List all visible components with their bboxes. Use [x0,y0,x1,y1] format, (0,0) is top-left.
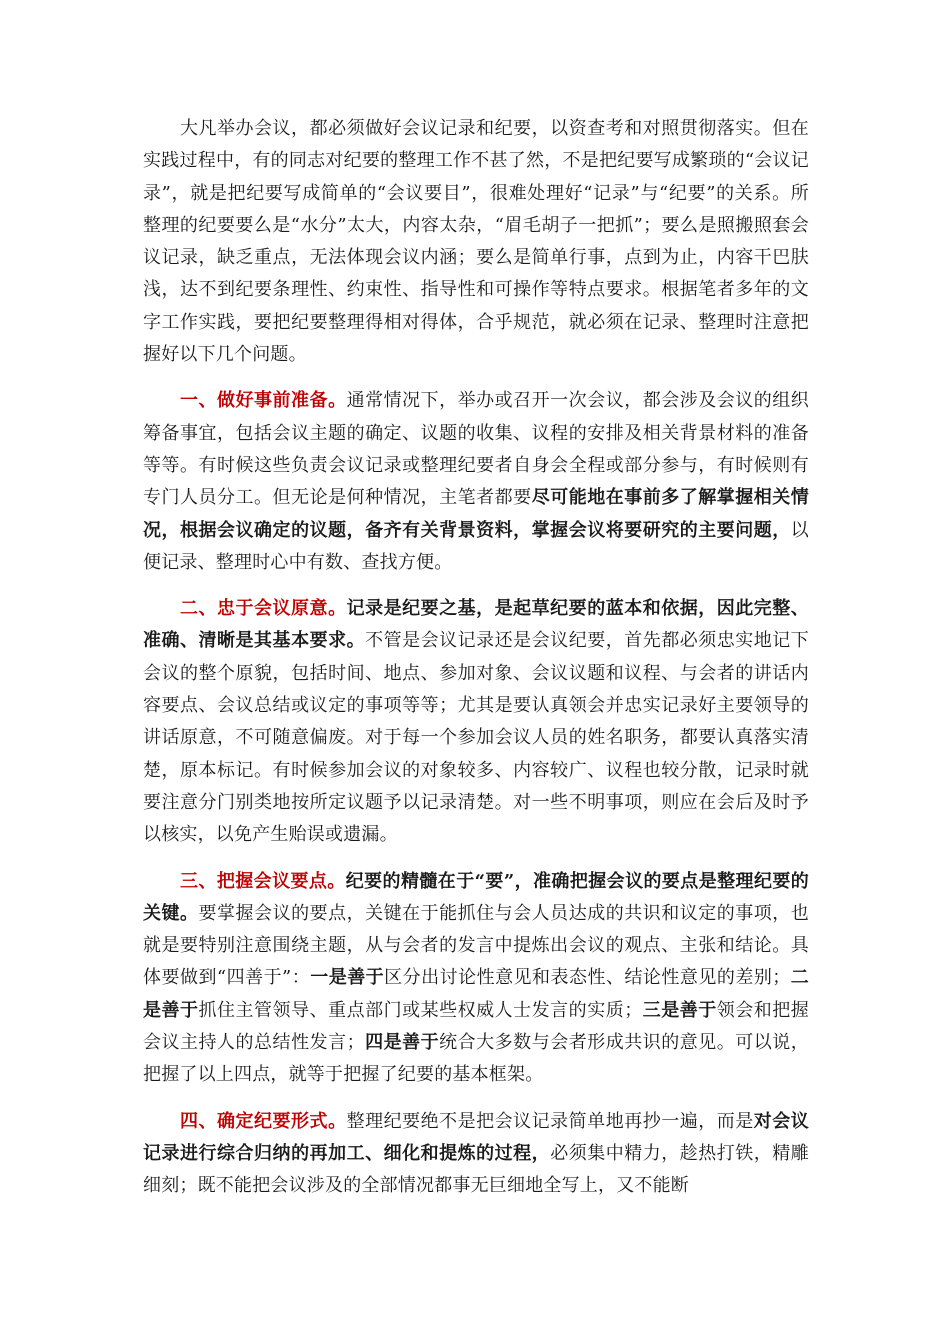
section-3-text: 要掌握会议的要点，关键在于能抓住与会人员达成的共识和议定的事项，也就是要特别注意围绕主题，从与会者的发言中提炼出会议的观点、主张和结论。具体要做到“四善于”： [143,902,809,989]
section-4-paragraph [143,1106,809,1203]
point-four-text: 统合大多数与会者形成共识的意见。可以说，把握了以上四点，就等于把握了纪要的基本框架。 [143,1032,809,1086]
point-two-label: 二是善于 [143,967,809,1021]
section-3-paragraph [143,866,809,1092]
section-1-text-end: 以便记录、整理时心中有数、查找方便。 [143,519,809,573]
section-2-paragraph [143,593,809,851]
point-three-text: 领会和把握会议主持人的总结性发言； [143,999,809,1054]
section-1-paragraph [143,385,809,579]
section-1-heading: 一、做好事前准备。 [180,390,347,412]
section-1-emphasis: 尽可能地在事前多了解掌握相关情况，根据会议确定的议题，备齐有关背景资料，掌握会议将要研究的主要问题， [143,487,810,541]
point-one-label: 一是善于 [310,967,385,989]
intro-paragraph [143,113,809,371]
section-3-emphasis: 纪要的精髓在于“要”，准确把握会议的要点是整理纪要的关键。 [143,870,809,924]
section-2-emphasis: 记录是纪要之基，是起草纪要的蓝本和依据，因此完整、准确、清晰是其基本要求。 [143,598,809,652]
section-1-text: 通常情况下，举办或召开一次会议，都会涉及会议的组织筹备事宜，包括会议主题的确定、议题的收集、议程的安排及相关背景材料的准备等等。有时候这些负责会议记录或整理纪要者自身会全程或部分参与，有时候则有专门人员分工。但无论是何种情况，主笔者都要 [143,390,809,509]
document-page [143,113,809,1217]
section-2-heading: 二、忠于会议原意。 [180,598,347,620]
point-three-label: 三是善于 [642,999,717,1021]
section-4-emphasis: 对会议记录进行综合归纳的再加工、细化和提炼的过程， [143,1110,809,1164]
section-3-heading: 三、把握会议要点。 [180,870,346,892]
intro-text: 大凡举办会议，都必须做好会议记录和纪要，以资查考和对照贯彻落实。但在实践过程中，有的同志对纪要的整理工作不甚了然，不是把纪要写成繁琐的“会议记录”，就是把纪要写成简单的“会议要目”，很难处理好“记录”与“纪要”的关系。所整理的纪要要么是“水分”太大，内容太杂，“眉毛胡子一把抓”；要么是照搬照套会议记录，缺乏重点，无法体现会议内涵；要么是简单行事，点到为止，内容干巴肤浅，达不到纪要条理性、约束性、指导性和可操作等特点要求。根据笔者多年的文字工作实践，要把纪要整理得相对得体，合乎规范，就必须在记录、整理时注意把握好以下几个问题。 [143,118,809,366]
point-two-text: 抓住主管领导、重点部门或某些权威人士发言的实质； [198,999,643,1021]
section-4-text: 整理纪要绝不是把会议记录简单地再抄一遍，而是 [346,1110,754,1132]
point-four-label: 四是善于 [364,1032,440,1054]
section-2-text: 不管是会议记录还是会议纪要，首先都必须忠实地记下会议的整个原貌，包括时间、地点、参加对象、会议议题和议程、与会者的讲话内容要点、会议总结或议定的事项等等；尤其是要认真领会并忠实记录好主要领导的讲话原意，不可随意偏废。对于每一个参加会议人员的姓名职务，都要认真落实清楚，原本标记。有时候参加会议的对象较多、内容较广、议程也较分散，记录时就要注意分门别类地按所定议题予以记录清楚。对一些不明事项，则应在会后及时予以核实，以免产生贻误或遗漏。 [143,630,809,846]
section-4-text-end: 必须集中精力，趁热打铁，精雕细刻；既不能把会议涉及的全部情况都事无巨细地全写上，又不能断 [143,1142,809,1197]
point-one-text: 区分出讨论性意见和表态性、结论性意见的差别； [384,967,791,989]
section-4-heading: 四、确定纪要形式。 [180,1110,347,1132]
